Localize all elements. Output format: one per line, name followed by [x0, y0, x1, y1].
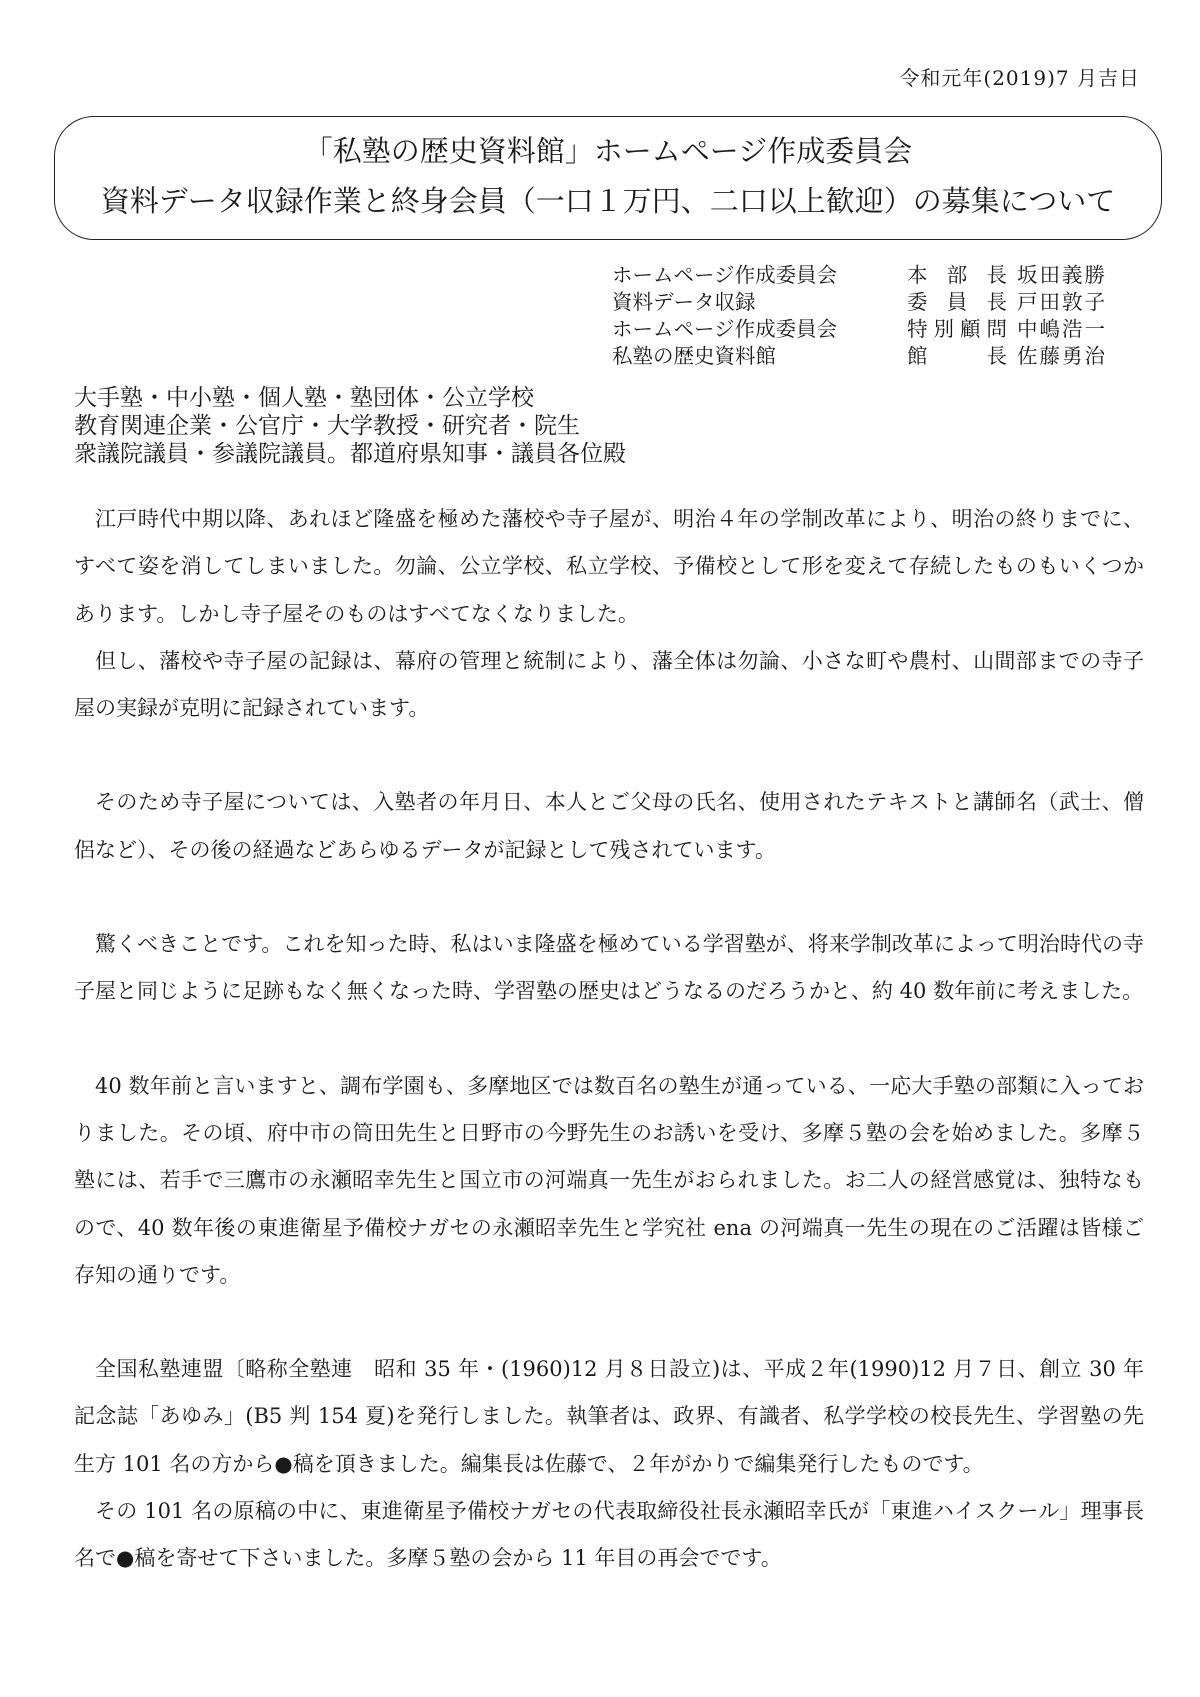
body-paragraph: 全国私塾連盟〔略称全塾連 昭和 35 年・(1960)12 月８日設立)は、平成２年(1990)12 月７日、創立 30 年記念誌「あゆみ」(B5 判 154 夏)を発行しました。執筆者は、政界、有識者、私学学校の校長先生、学習塾の先生方 101 名の方から●稿を頂きました。編集長は佐藤で、２年がかりで編集発行したものです。 [74, 1357, 1144, 1476]
document-date: 令和元年(2019)7 月吉日 [899, 66, 1140, 90]
committee-position: 館長 [907, 344, 1007, 368]
committee-row [612, 262, 1137, 289]
committee-org: 資料データ収録 [612, 290, 756, 314]
body-paragraph: そのため寺子屋については、入塾者の年月日、本人とご父母の氏名、使用されたテキストと講師名（武士、僧侶など）、その後の経過などあらゆるデータが記録として残されています。 [74, 790, 1144, 862]
committee-org: ホームページ作成委員会 [612, 317, 838, 341]
committee-list [612, 262, 1137, 370]
committee-position: 委員長 [907, 290, 1007, 314]
addressee-block [74, 384, 626, 468]
body-text [74, 496, 1144, 1583]
body-paragraph: 江戸時代中期以降、あれほど隆盛を極めた藩校や寺子屋が、明治４年の学制改革により、明治の終りまでに、すべて姿を消してしまいました。勿論、公立学校、私立学校、予備校として形を変えて存続したものもいくつかあります。しかし寺子屋そのものはすべてなくなりました。 [74, 507, 1144, 626]
committee-name: 中嶋浩一 [1017, 317, 1107, 341]
committee-name: 佐藤勇治 [1017, 344, 1107, 368]
paragraph-gap [74, 874, 1144, 921]
paragraph-gap [74, 732, 1144, 779]
committee-row [612, 343, 1137, 370]
committee-org: ホームページ作成委員会 [612, 263, 838, 287]
committee-row [612, 316, 1137, 343]
title-line-1: 「私塾の歴史資料館」ホームページ作成委員会 [303, 134, 913, 168]
addressee-line: 衆議院議員・参議院議員。都道府県知事・議員各位殿 [74, 441, 626, 467]
title-line-2: 資料データ収録作業と終身会員（一口１万円、二口以上歓迎）の募集について [100, 184, 1116, 218]
body-paragraph: 驚くべきことです。これを知った時、私はいま隆盛を極めている学習塾が、将来学制改革によって明治時代の寺子屋と同じように足跡もなく無くなった時、学習塾の歴史はどうなるのだろうかと、約 40 数年前に考えました。 [74, 932, 1144, 1004]
committee-row [612, 289, 1137, 316]
committee-name: 坂田義勝 [1017, 263, 1107, 287]
body-paragraph: 但し、藩校や寺子屋の記録は、幕府の管理と統制により、藩全体は勿論、小さな町や農村、山間部までの寺子屋の実録が克明に記録されています。 [74, 648, 1144, 721]
committee-org: 私塾の歴史資料館 [612, 344, 776, 368]
body-paragraph: 40 数年前と言いますと、調布学園も、多摩地区では数百名の塾生が通っている、一応大手塾の部類に入っておりました。その頃、府中市の筒田先生と日野市の今野先生のお誘いを受け、多摩５塾の会を始めました。多摩５塾には、若手で三鷹市の永瀬昭幸先生と国立市の河端真一先生がおられました。お二人の経営感覚は、独特なもので、40 数年後の東進衛星予備校ナガセの永瀬昭幸先生と学究社 ena の河端真一先生の現在のご活躍は皆様ご存知の通りです。 [74, 1073, 1144, 1287]
committee-position: 本部長 [907, 263, 1007, 287]
addressee-line: 教育関連企業・公官庁・大学教授・研究者・院生 [74, 413, 580, 439]
paragraph-gap [74, 1299, 1144, 1346]
paragraph-gap [74, 1016, 1144, 1063]
addressee-line: 大手塾・中小塾・個人塾・塾団体・公立学校 [74, 385, 534, 411]
body-paragraph: その 101 名の原稿の中に、東進衛星予備校ナガセの代表取締役社長永瀬昭幸氏が「東進ハイスクール」理事長名で●稿を寄せて下さいました。多摩５塾の会から 11 年目の再会でです。 [74, 1499, 1144, 1571]
committee-position: 特別顧問 [907, 317, 1007, 341]
title-box [54, 116, 1162, 240]
committee-name: 戸田敦子 [1017, 290, 1107, 314]
